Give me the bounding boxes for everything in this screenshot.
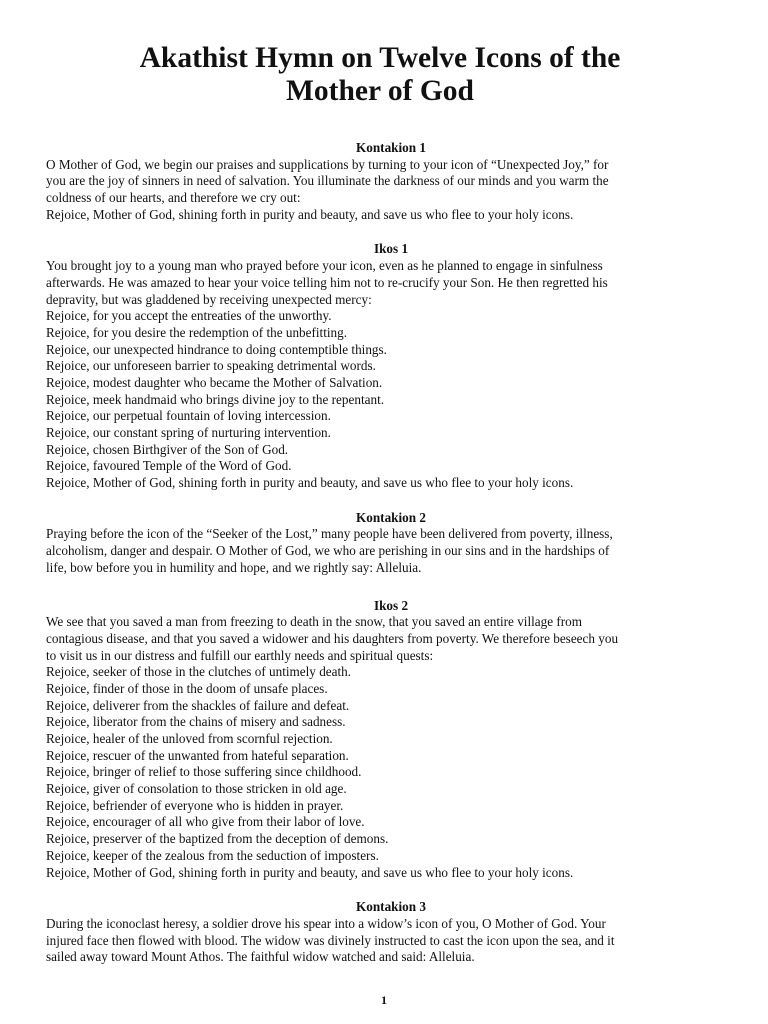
text-line: Rejoice, for you desire the redemption of the unbefitting. — [46, 324, 348, 340]
text-line: Rejoice, modest daughter who became the Mother of Salvation. — [46, 374, 383, 390]
text-line: Rejoice, our constant spring of nurturing intervention. — [46, 425, 331, 440]
text-line: alcoholism, danger and despair. O Mother of God, we who are perishing in our sins and in the hardships of — [46, 543, 610, 559]
text-line: coldness of our hearts, and therefore we cry out: — [46, 190, 301, 206]
text-line: We see that you saved a man from freezing to death in the snow, that you saved an entire village from — [46, 614, 583, 630]
text-line: injured face then flowed with blood. The widow was divinely instructed to cast the icon upon the sea, and it — [46, 932, 615, 948]
text-line: to visit us in our distress and fulfill our earthly needs and spiritual quests: — [46, 647, 434, 663]
section-gap — [46, 492, 736, 510]
text-line: Rejoice, rescuer of the unwanted from hateful separation. — [46, 747, 349, 763]
text-line: Rejoice, Mother of God, shining forth in purity and beauty, and save us who flee to your holy icons. — [46, 864, 574, 880]
text-line: Rejoice, deliverer from the shackles of failure and defeat. — [46, 697, 350, 713]
text-line: Rejoice, keeper of the zealous from the seduction of imposters. — [46, 847, 379, 863]
text-line: Rejoice, finder of those in the doom of unsafe places. — [46, 680, 328, 696]
text-line: Rejoice, befriender of everyone who is hidden in prayer. — [46, 797, 344, 813]
text-line: Rejoice, favoured Temple of the Word of God. — [46, 458, 292, 474]
text-line: Rejoice, Mother of God, shining forth in purity and beauty, and save us who flee to your holy icons. — [46, 475, 574, 491]
section-gap — [46, 577, 736, 598]
title-line-1: Akathist Hymn on Twelve Icons of the — [139, 42, 621, 74]
text-line: afterwards. He was amazed to hear your voice telling him not to re-crucify your Son. He then regretted his — [46, 274, 608, 290]
text-line: You brought joy to a young man who prayed before your icon, even as he planned to engage in sinfulness — [46, 258, 603, 274]
section-heading: Kontakion 3 — [356, 899, 426, 915]
text-line: you are the joy of sinners in need of salvation. You illuminate the darkness of our minds and you warm the — [46, 173, 609, 189]
section-heading: Kontakion 1 — [356, 140, 426, 155]
text-line: During the iconoclast heresy, a soldier drove his spear into a widow’s icon of you, O Mother of God. Your — [46, 915, 606, 931]
text-line: Rejoice, our unforeseen barrier to speaking detrimental words. — [46, 358, 376, 374]
text-line: Rejoice, Mother of God, shining forth in purity and beauty, and save us who flee to your holy icons. — [46, 206, 574, 222]
text-line: Rejoice, giver of consolation to those stricken in old age. — [46, 781, 347, 797]
title-line-2: Mother of God — [286, 75, 474, 107]
section-heading: Ikos 1 — [373, 241, 409, 257]
section-gap — [46, 881, 736, 899]
section-heading: Kontakion 2 — [356, 509, 426, 525]
text-line: O Mother of God, we begin our praises and supplications by turning to your icon of “Unexpected Joy,” for — [46, 156, 609, 172]
text-line: Rejoice, bringer of relief to those suffering since childhood. — [46, 764, 362, 780]
text-line: Praying before the icon of the “Seeker of the Lost,” many people have been delivered from poverty, illness, — [46, 526, 613, 542]
text-line: Rejoice, our unexpected hindrance to doing contemptible things. — [46, 341, 387, 357]
text-line: Rejoice, encourager of all who give from their labor of love. — [46, 814, 365, 830]
text-line: Rejoice, chosen Birthgiver of the Son of God. — [46, 441, 289, 457]
text-line: Rejoice, meek handmaid who brings divine joy to the repentant. — [46, 391, 385, 407]
text-line: Rejoice, seeker of those in the clutches of untimely death. — [46, 664, 352, 680]
section-heading: Ikos 2 — [373, 597, 409, 613]
page-number: 1 — [381, 993, 387, 1007]
document-title — [30, 42, 730, 108]
text-line: Rejoice, healer of the unloved from scornful rejection. — [46, 731, 333, 746]
text-line: contagious disease, and that you saved a widower and his daughters from poverty. We therefore beseech you — [46, 630, 619, 646]
text-line: sailed away toward Mount Athos. The faithful widow watched and said: Alleluia. — [46, 949, 475, 965]
document-body — [46, 140, 736, 966]
text-line: Rejoice, liberator from the chains of misery and sadness. — [46, 714, 346, 730]
text-line: depravity, but was gladdened by receiving unexpected mercy: — [46, 291, 372, 307]
text-line: Rejoice, preserver of the baptized from the deception of demons. — [46, 831, 389, 847]
text-line: Rejoice, for you accept the entreaties of the unworthy. — [46, 308, 332, 324]
section-gap — [46, 223, 736, 241]
text-line: life, bow before you in humility and hope, and we rightly say: Alleluia. — [46, 559, 422, 575]
text-line: Rejoice, our perpetual fountain of loving intercession. — [46, 408, 331, 424]
